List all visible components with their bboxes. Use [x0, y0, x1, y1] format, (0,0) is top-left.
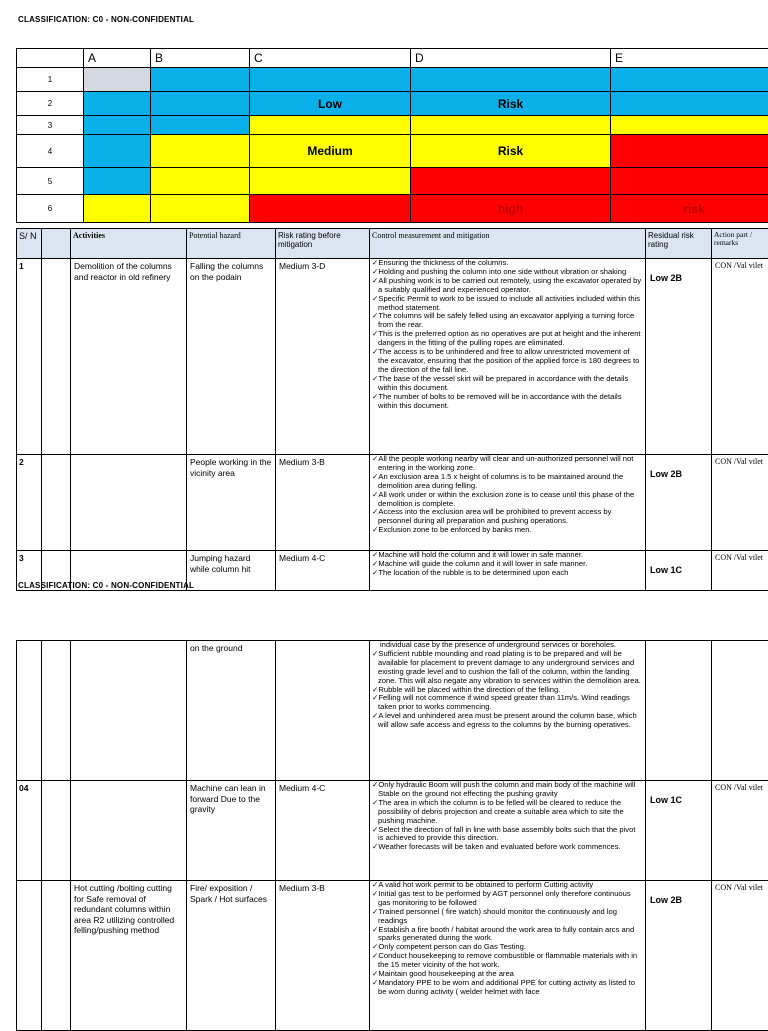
control-item: [372, 393, 642, 411]
control-text: Mandatory PPE to be worn and additional PPE for cutting activity as listed to be worn during activity ( welder helmet with face: [378, 978, 635, 996]
row-controls: [370, 881, 646, 1031]
matrix-cell: [84, 92, 151, 116]
control-text: Sufficient rubble mounding and road plating is to be prepared and will be available for placement to prevent damage to any underground services and existing grade level and to cushion the fall of the column, within the landing zone. This will also negate any vibration to services within the demolition area.: [378, 649, 641, 685]
control-text: Exclusion zone to be enforced by banks men.: [378, 525, 531, 534]
control-item: [372, 952, 642, 970]
risk-table: [16, 228, 768, 591]
matrix-cell: [250, 168, 411, 195]
control-item: [372, 569, 642, 578]
row-controls: [370, 641, 646, 781]
checkmark-icon: ✓: [372, 649, 378, 658]
matrix-cell: [151, 195, 250, 223]
control-item: [372, 491, 642, 509]
checkmark-icon: ✓: [372, 559, 378, 568]
row-sn: [17, 881, 42, 1031]
matrix-cell: [411, 168, 611, 195]
row-controls: [370, 781, 646, 881]
control-text: Rubble will be placed within the direction of the felling.: [378, 685, 560, 694]
checkmark-icon: ✓: [372, 568, 378, 577]
control-item: [372, 650, 642, 686]
control-item: [372, 908, 642, 926]
matrix-cell: [151, 116, 250, 135]
control-text: The area in which the column is to be felled will be cleared to reduce the possibility of debris projection and create a suitable area which to site the pushing machine.: [378, 798, 624, 825]
control-item: [372, 799, 642, 826]
control-item: [372, 890, 642, 908]
matrix-row: [17, 68, 768, 92]
row-hazard: People working in the vicinity area: [187, 455, 276, 551]
control-text: Ensuring the thickness of the columns.: [378, 259, 508, 268]
control-text: Access into the exclusion area will be prohibited to prevent access by personnel during all preparation and pushing operations.: [378, 507, 611, 525]
matrix-cell: [151, 135, 250, 168]
matrix-cell: [84, 168, 151, 195]
matrix-row-number: 5: [17, 168, 84, 195]
row-activity: [71, 455, 187, 551]
matrix-cell: [250, 116, 411, 135]
row-blank: [42, 881, 71, 1031]
row-residual: Low 2B: [646, 881, 712, 1031]
row-rating-before: [276, 641, 370, 781]
row-hazard: Fire/ exposition / Spark / Hot surfaces: [187, 881, 276, 1031]
control-text: Establish a fire booth / habitat around the work area to fully contain arcs and sparks generated during the work.: [378, 925, 634, 943]
header-control: Control measurement and mitigation: [370, 229, 646, 259]
matrix-cell: [611, 68, 768, 92]
matrix-col-d: D: [411, 49, 611, 68]
control-item: [372, 330, 642, 348]
checkmark-icon: ✓: [372, 942, 378, 951]
header-activities: Activities: [71, 229, 187, 259]
matrix-cell: [84, 68, 151, 92]
row-residual: Low 1C: [646, 551, 712, 591]
control-text: Conduct housekeeping to remove combustible or flammable materials with in the 15 meter vicinity of the hot work.: [378, 951, 637, 969]
control-item: [372, 694, 642, 712]
matrix-cell: [151, 168, 250, 195]
control-text: Felling will not commence if wind speed greater than 11m/s. Wind readings taken prior to works commencing.: [378, 693, 630, 711]
checkmark-icon: ✓: [372, 551, 378, 560]
row-hazard: Jumping hazard while column hit: [187, 551, 276, 591]
row-sn: 3: [17, 551, 42, 591]
control-text: Holding and pushing the column into one side without vibration or shaking: [378, 267, 626, 276]
table-row: [17, 455, 768, 551]
control-text: The base of the vessel skirt will be prepared in accordance with the details within this document.: [378, 374, 628, 392]
row-activity: Hot cutting /bolting cutting for Safe removal of redundant columns within area R2 utilizing controlled felling/pushing method: [71, 881, 187, 1031]
checkmark-icon: ✓: [372, 267, 378, 276]
matrix-row-number: 3: [17, 116, 84, 135]
row-rating-before: Medium 3-B: [276, 881, 370, 1031]
checkmark-icon: ✓: [372, 825, 378, 834]
matrix-cell: [411, 68, 611, 92]
control-text: The columns will be safely felled using an excavator applying a turning force from the rear.: [378, 311, 634, 329]
row-hazard: Machine can lean in forward Due to the gravity: [187, 781, 276, 881]
checkmark-icon: ✓: [372, 455, 378, 464]
checkmark-icon: ✓: [372, 276, 378, 285]
control-text: All work under or within the exclusion zone is to cease until this phase of the demolition is complete.: [378, 490, 634, 508]
control-text: An exclusion area 1.5 x height of columns is to be maintained around the demolition area during felling.: [378, 472, 623, 490]
control-text: The number of bolts to be removed will be in accordance with the details within this document.: [378, 392, 622, 410]
matrix-header-row: [17, 49, 768, 68]
row-sn: [17, 641, 42, 781]
row-blank: [42, 641, 71, 781]
matrix-cell: [611, 116, 768, 135]
control-text: This is the preferred option as no operatives are put at height and the inherent dangers in the fitting of the pulling ropes are eliminated.: [378, 329, 641, 347]
row-rating-before: Medium 3-B: [276, 455, 370, 551]
checkmark-icon: ✓: [372, 472, 378, 481]
matrix-cell: [611, 92, 768, 116]
control-text: Select the direction of fall in line with base assembly bolts such that the pivot is achieved to provide this direction.: [378, 825, 635, 843]
row-controls: [370, 551, 646, 591]
matrix-row: [17, 116, 768, 135]
row-hazard: on the ground: [187, 641, 276, 781]
row-action: CON /Val vilet: [712, 781, 768, 881]
matrix-cell: Risk: [411, 135, 611, 168]
row-activity: [71, 641, 187, 781]
checkmark-icon: ✓: [372, 525, 378, 534]
row-sn: 04: [17, 781, 42, 881]
matrix-cell: high: [411, 195, 611, 223]
control-text: Weather forecasts will be taken and evaluated before work commences.: [378, 842, 620, 851]
checkmark-icon: ✓: [372, 889, 378, 898]
checkmark-icon: ✓: [372, 374, 378, 383]
risk-matrix: [16, 48, 768, 223]
matrix-col-b: B: [151, 49, 250, 68]
matrix-row: [17, 195, 768, 223]
control-text: Machine will guide the column and it will lower in safe manner.: [378, 559, 587, 568]
matrix-row-number: 6: [17, 195, 84, 223]
row-rating-before: Medium 4-C: [276, 551, 370, 591]
header-action: Action part / remarks: [712, 229, 768, 259]
matrix-row-number: 2: [17, 92, 84, 116]
header-rating-before: Risk rating before mitigation: [276, 229, 370, 259]
control-text: Specific Permit to work to be issued to include all activities included within this method statement.: [378, 294, 640, 312]
control-item: [372, 979, 642, 997]
checkmark-icon: ✓: [372, 507, 378, 516]
row-action: CON /Val vilet: [712, 455, 768, 551]
checkmark-icon: ✓: [372, 951, 378, 960]
row-controls: [370, 455, 646, 551]
matrix-row-number: 4: [17, 135, 84, 168]
matrix-row: [17, 135, 768, 168]
checkmark-icon: ✓: [372, 711, 378, 720]
table-row: [17, 781, 768, 881]
control-item: [372, 375, 642, 393]
checkmark-icon: ✓: [372, 347, 378, 356]
control-item: [372, 473, 642, 491]
control-text: Initial gas test to be performed by AGT personnel only therefore continuous gas monitoring to be followed: [378, 889, 631, 907]
control-item: [372, 455, 642, 473]
control-item: [372, 826, 642, 844]
checkmark-icon: ✓: [372, 294, 378, 303]
row-residual: Low 2B: [646, 259, 712, 455]
control-text: All pushing work is to be carried out remotely, using the excavator operated by a suitably qualified and experienced operator.: [378, 276, 641, 294]
checkmark-icon: ✓: [372, 969, 378, 978]
matrix-cell: [250, 68, 411, 92]
matrix-row: [17, 92, 768, 116]
control-item: [372, 781, 642, 799]
checkmark-icon: ✓: [372, 329, 378, 338]
checkmark-icon: ✓: [372, 842, 378, 851]
table-header-row: [17, 229, 768, 259]
checkmark-icon: ✓: [372, 798, 378, 807]
table-row: [17, 641, 768, 781]
checkmark-icon: ✓: [372, 259, 378, 268]
row-sn: 2: [17, 455, 42, 551]
matrix-cell: [250, 195, 411, 223]
matrix-cell: [151, 92, 250, 116]
matrix-row: [17, 168, 768, 195]
row-activity: [71, 781, 187, 881]
header-residual: Residual risk rating: [646, 229, 712, 259]
classification-label-2: CLASSIFICATION: C0 - NON-CONFIDENTIAL: [18, 581, 194, 590]
control-item: [372, 843, 642, 852]
control-text: Trained personnel ( fire watch) should monitor the continuously and log readings: [378, 907, 617, 925]
row-blank: [42, 259, 71, 455]
matrix-cell: risk: [611, 195, 768, 223]
checkmark-icon: ✓: [372, 693, 378, 702]
row-rating-before: Medium 3-D: [276, 259, 370, 455]
row-action: CON /Val vilet: [712, 881, 768, 1031]
risk-table-continued: [16, 640, 768, 1031]
matrix-cell: [84, 135, 151, 168]
control-item: [372, 312, 642, 330]
matrix-col-c: C: [250, 49, 411, 68]
row-sn: 1: [17, 259, 42, 455]
row-hazard: Falling the columns on the podain: [187, 259, 276, 455]
control-item: [372, 926, 642, 944]
checkmark-icon: ✓: [372, 392, 378, 401]
control-text: A valid hot work permit to be obtained to perform Cutting activity: [378, 881, 593, 890]
row-action: [712, 641, 768, 781]
matrix-cell: [84, 195, 151, 223]
matrix-cell: [611, 168, 768, 195]
control-item: [372, 508, 642, 526]
control-text: The location of the rubble is to be determined upon each: [378, 568, 568, 577]
matrix-col-e: E: [611, 49, 768, 68]
checkmark-icon: ✓: [372, 685, 378, 694]
classification-label: CLASSIFICATION: C0 - NON-CONFIDENTIAL: [18, 15, 194, 24]
checkmark-icon: ✓: [372, 978, 378, 987]
page-2: [0, 600, 768, 1024]
row-action: CON /Val vilet: [712, 551, 768, 591]
matrix-cell: Medium: [250, 135, 411, 168]
control-text: Maintain good housekeeping at the area: [378, 969, 514, 978]
table-row: [17, 881, 768, 1031]
control-lead-text: individual case by the presence of underground services or boreholes.: [372, 641, 642, 650]
matrix-row-number: 1: [17, 68, 84, 92]
matrix-cell: Risk: [411, 92, 611, 116]
matrix-cell: [411, 116, 611, 135]
control-item: [372, 712, 642, 730]
checkmark-icon: ✓: [372, 907, 378, 916]
control-item: [372, 348, 642, 375]
control-item: [372, 295, 642, 313]
matrix-cell: [611, 135, 768, 168]
matrix-cell: [151, 68, 250, 92]
checkmark-icon: ✓: [372, 490, 378, 499]
header-hazard: Potential hazard: [187, 229, 276, 259]
row-rating-before: Medium 4-C: [276, 781, 370, 881]
control-text: Machine will hold the column and it will lower in safe manner.: [378, 551, 583, 560]
control-text: All the people working nearby will clear and un-authorized personnel will not entering in the working zone.: [378, 455, 633, 472]
control-text: A level and unhindered area must be present around the column base, which will allow safe access and egress to the columns by the burning operatives.: [378, 711, 637, 729]
header-blank: [42, 229, 71, 259]
row-activity: Demolition of the columns and reactor in old refinery: [71, 259, 187, 455]
control-text: The access is to be unhindered and free to allow unrestricted movement of the excavator, ensuring that the position of the applied force is 180 degrees to the direction of the fall line.: [378, 347, 639, 374]
matrix-corner: [17, 49, 84, 68]
matrix-cell: Low: [250, 92, 411, 116]
row-action: CON /Val vilet: [712, 259, 768, 455]
control-item: [372, 526, 642, 535]
table-row: [17, 259, 768, 455]
row-controls: [370, 259, 646, 455]
row-blank: [42, 455, 71, 551]
row-residual: Low 1C: [646, 781, 712, 881]
control-text: Only competent person can do Gas Testing.: [378, 942, 526, 951]
checkmark-icon: ✓: [372, 781, 378, 790]
control-item: [372, 277, 642, 295]
control-text: Only hydraulic Boom will push the column and main body of the machine will Stable on the ground not effecting the pushing gravity: [378, 781, 635, 798]
matrix-col-a: A: [84, 49, 151, 68]
row-blank: [42, 781, 71, 881]
matrix-cell: [84, 116, 151, 135]
checkmark-icon: ✓: [372, 881, 378, 890]
row-residual: [646, 641, 712, 781]
header-sn: S/ N: [17, 229, 42, 259]
checkmark-icon: ✓: [372, 925, 378, 934]
row-residual: Low 2B: [646, 455, 712, 551]
checkmark-icon: ✓: [372, 311, 378, 320]
